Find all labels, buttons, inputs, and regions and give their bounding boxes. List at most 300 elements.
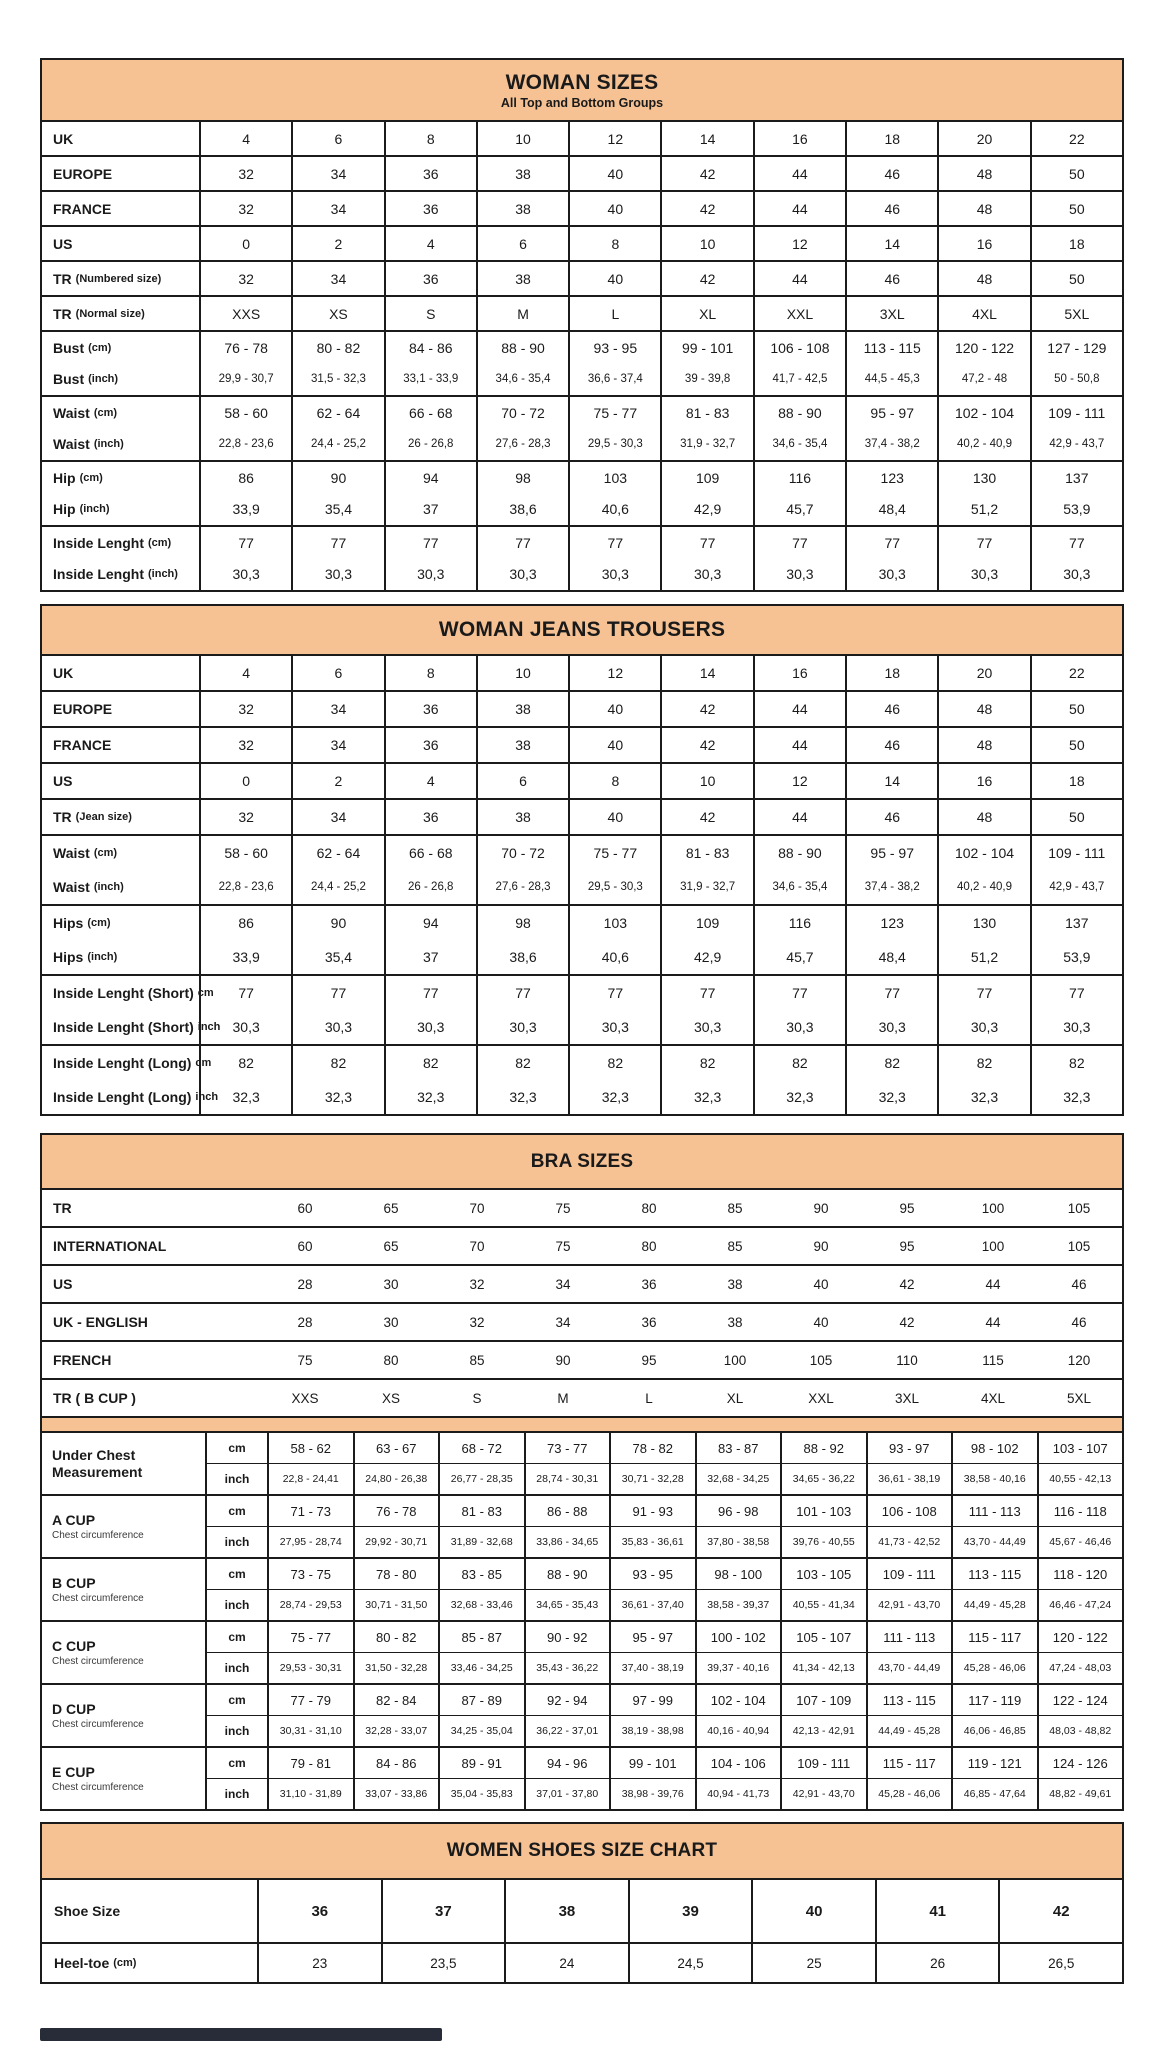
cell-value: 101 - 103 (780, 1496, 866, 1526)
cup-row-group (42, 1557, 1122, 1620)
value-cell (1030, 976, 1122, 1044)
cell-value: 36 (422, 737, 439, 753)
cell-value: 48,4 (878, 949, 906, 965)
value-cell (568, 157, 660, 190)
cell-value: 32 (238, 701, 254, 717)
cell-value: 75 - 77 (267, 1622, 353, 1652)
value-cell (753, 692, 845, 726)
table-title: WOMAN SIZES (505, 70, 659, 94)
value-cell (1030, 227, 1122, 260)
cell-value: 14 (884, 773, 901, 789)
value-cell (476, 764, 568, 798)
cup-label-cell (42, 1622, 205, 1683)
cell-value: 77 (238, 985, 254, 1001)
cell-value: 32 (238, 200, 254, 217)
cell-value: 36 (422, 809, 439, 825)
value-cell (753, 656, 845, 690)
cell-value: 38,98 - 39,76 (609, 1779, 695, 1809)
table-row (42, 690, 1122, 726)
cell-value: 45,7 (786, 501, 814, 518)
cup-sublabel: Chest circumference (52, 1718, 144, 1730)
cell-value: 24,4 - 25,2 (310, 438, 366, 451)
cell-value: 98 (515, 915, 531, 931)
value-cell (937, 297, 1029, 330)
value-cell (568, 332, 660, 395)
cell-value: 4XL (972, 305, 997, 322)
cell-value: 51,2 (970, 949, 999, 965)
value-cell (660, 297, 752, 330)
row-label-cell (42, 692, 199, 726)
cell-value: 35,4 (324, 501, 353, 518)
cell-value: 28,74 - 29,53 (267, 1590, 353, 1620)
cell-value: 109 (695, 915, 720, 931)
value-cell (845, 764, 937, 798)
cell-value: 109 - 111 (780, 1748, 866, 1778)
cup-label: B CUP (52, 1575, 96, 1592)
value-cell (845, 157, 937, 190)
cell-value: 32,3 (232, 1089, 260, 1105)
value-cell (384, 192, 476, 225)
row-label: Waist (cm) (53, 845, 118, 861)
value-cell (845, 976, 937, 1044)
value-cell (845, 1046, 937, 1114)
cup-label: C CUP (52, 1638, 96, 1655)
cell-value: 38 (515, 270, 531, 287)
cell-value: 18 (884, 665, 901, 681)
cell-value: 30,3 (1063, 1019, 1091, 1035)
cup-row (207, 1589, 1122, 1620)
cell-value: 113 - 115 (866, 1685, 952, 1715)
row-label-cell (42, 397, 199, 460)
cell-value: 18 (1069, 235, 1085, 252)
cell-value: 44,5 - 45,3 (864, 373, 920, 386)
row-label (42, 1880, 257, 1942)
cell-value: 32 (238, 809, 254, 825)
cell-value: 46,85 - 47,64 (951, 1779, 1037, 1809)
cell-value: XXL (786, 305, 814, 322)
row-label: Inside Lenght (Short) inch (53, 1019, 221, 1035)
cell-value: 38 (515, 809, 531, 825)
row-label: INTERNATIONAL (53, 1238, 167, 1254)
table-row (42, 155, 1122, 190)
cell-value: 82 (1069, 1055, 1085, 1071)
cup-row (207, 1685, 1122, 1715)
row-label-cell (42, 192, 199, 225)
value-cell (568, 192, 660, 225)
cell-value: 30 (383, 1314, 399, 1330)
cell-value: 70 - 72 (501, 845, 545, 861)
cell-value: 94 (422, 469, 439, 486)
value-cell (199, 227, 291, 260)
cell-value: 30,3 (324, 566, 353, 583)
cell-value: 79 - 81 (267, 1748, 353, 1778)
row-label: UK (53, 665, 74, 681)
cell-value: 82 (515, 1055, 531, 1071)
value-cell (753, 800, 845, 834)
value-cell (753, 297, 845, 330)
cup-label-cell (42, 1559, 205, 1620)
value-cell (199, 262, 291, 295)
value-cell (384, 297, 476, 330)
value-cell (384, 976, 476, 1044)
cell-value: 32 (469, 1276, 485, 1292)
cell-value: 39,76 - 40,55 (780, 1527, 866, 1557)
cell-value: 71 - 73 (267, 1496, 353, 1526)
cell-value: 62 - 64 (316, 404, 361, 421)
cell-value: 88 - 90 (501, 339, 545, 356)
row-label-cell (42, 262, 199, 295)
cell-value: 28 (297, 1314, 313, 1330)
unit-label: inch (224, 1598, 250, 1612)
cell-value: 34 (330, 701, 347, 717)
value-cell (384, 397, 476, 460)
value-cell (384, 800, 476, 834)
cell-value: 86 (238, 915, 254, 931)
cell-value: 95 - 97 (870, 404, 915, 421)
cell-value: 30 (383, 1276, 399, 1292)
cell-value: 77 (1069, 985, 1085, 1001)
cell-value: 82 (699, 1055, 716, 1071)
value-cell (1030, 728, 1122, 762)
cell-value: 37 (422, 949, 439, 965)
cell-value: 44,49 - 45,28 (951, 1590, 1037, 1620)
cell-value: 105 (809, 1352, 833, 1368)
value-cell (937, 692, 1029, 726)
cell-value: 44 (985, 1314, 1001, 1330)
value-cell (568, 297, 660, 330)
cell-value: 4 (426, 773, 435, 789)
row-label: TR (53, 1200, 72, 1216)
cell-value: 102 - 104 (695, 1685, 781, 1715)
cell-value: 32,28 - 33,07 (353, 1716, 439, 1746)
cell-value: 34,6 - 35,4 (495, 373, 551, 386)
cell-value: 96 - 98 (695, 1496, 781, 1526)
value-cell (1030, 262, 1122, 295)
cup-sublabel: Chest circumference (52, 1781, 144, 1793)
value-cell (845, 836, 937, 904)
value-cell (476, 800, 568, 834)
cell-value: 130 (972, 915, 997, 931)
cell-value: 88 - 92 (780, 1433, 866, 1463)
cell-value: 36 (422, 165, 439, 182)
cell-value: 75 (555, 1238, 571, 1254)
row-label: Hip (inch) (53, 501, 110, 518)
cell-value: 31,50 - 32,28 (353, 1653, 439, 1683)
cell-value: 116 (788, 915, 812, 931)
table-row (42, 762, 1122, 798)
cell-value: 78 - 82 (609, 1433, 695, 1463)
cell-value: 60 (297, 1200, 313, 1216)
cell-value: 31,9 - 32,7 (680, 881, 736, 893)
cell-value: 44 (792, 200, 808, 217)
value-cell (476, 527, 568, 590)
cup-label: E CUP (52, 1764, 95, 1781)
row-label: US (53, 1276, 73, 1292)
cell-value: 104 - 106 (695, 1748, 781, 1778)
value-cell (753, 728, 845, 762)
cell-value: 77 (422, 534, 439, 551)
row-label-cell (42, 728, 199, 762)
value-cell (476, 227, 568, 260)
cell-value: 77 (699, 985, 716, 1001)
cell-value: 28 (297, 1276, 313, 1292)
cell-value: 44 (792, 737, 808, 753)
cell-value: 29,92 - 30,71 (353, 1527, 439, 1557)
cell-value: 36,61 - 37,40 (609, 1590, 695, 1620)
cell-value: 105 - 107 (780, 1622, 866, 1652)
cell-value: 78 - 80 (353, 1559, 439, 1589)
value-cell (476, 122, 568, 155)
value-cell (753, 262, 845, 295)
cell-value: 60 (297, 1238, 313, 1254)
cell-value: 66 - 68 (408, 845, 453, 861)
cell-value: 5XL (1066, 1390, 1092, 1406)
value-cell (199, 800, 291, 834)
cell-value: 87 - 89 (438, 1685, 524, 1715)
value-cell (845, 906, 937, 974)
cell-value: 40 (607, 165, 624, 182)
cup-label-cell (42, 1496, 205, 1557)
cell-value: 44 (792, 809, 808, 825)
cell-value: 42,9 (694, 501, 722, 518)
cup-row (207, 1778, 1122, 1809)
cup-sublabel: Chest circumference (52, 1592, 144, 1604)
cup-row (207, 1463, 1122, 1494)
cell-value: 2 (334, 773, 343, 789)
cell-value: 93 - 97 (866, 1433, 952, 1463)
value-cell (291, 1046, 383, 1114)
cell-value: 93 - 95 (609, 1559, 695, 1589)
value-cell (384, 122, 476, 155)
cell-value: 88 - 90 (524, 1559, 610, 1589)
cell-value: 94 - 96 (524, 1748, 610, 1778)
value-cell (753, 836, 845, 904)
value-cell (291, 262, 383, 295)
value-cell (384, 262, 476, 295)
table-row (42, 798, 1122, 834)
cup-row-group (42, 1683, 1122, 1746)
table-row (42, 1226, 1122, 1264)
cell-value: 31,10 - 31,89 (267, 1779, 353, 1809)
value-cell (199, 906, 291, 974)
cell-value: 123 (880, 469, 904, 486)
cell-value: 44 (792, 701, 808, 717)
cell-value: 77 (976, 985, 993, 1001)
value-cell (660, 262, 752, 295)
cell-value: 99 - 101 (609, 1748, 695, 1778)
row-label: Hips (cm) (53, 915, 111, 931)
cell-value: 33,9 (232, 501, 260, 518)
cell-value: 20 (976, 665, 993, 681)
cell-value: 115 - 117 (866, 1748, 952, 1778)
cell-value: 40,94 - 41,73 (695, 1779, 781, 1809)
cell-value: 36 (422, 200, 439, 217)
cell-value: 42 (899, 1314, 915, 1330)
cell-value: 38,58 - 40,16 (951, 1464, 1037, 1494)
cell-value: M (557, 1390, 569, 1406)
cell-value: 100 - 102 (695, 1622, 781, 1652)
cell-value: 77 (699, 534, 716, 551)
cell-value: 40,55 - 41,34 (780, 1590, 866, 1620)
cell-value: 58 - 62 (267, 1433, 353, 1463)
cell-value: 41,34 - 42,13 (780, 1653, 866, 1683)
cell-value: 93 - 95 (593, 339, 638, 356)
cell-value: 12 (607, 665, 624, 681)
cup-label-cell (42, 1433, 205, 1494)
cup-label-cell (42, 1685, 205, 1746)
cell-value: 90 - 92 (524, 1622, 610, 1652)
cell-value: 40 (607, 737, 624, 753)
cell-value: 40 (607, 200, 624, 217)
cell-value: 36,22 - 37,01 (524, 1716, 610, 1746)
jeans-trousers-header (42, 606, 1122, 656)
unit-label: cm (228, 1567, 246, 1581)
cell-value: 40,55 - 42,13 (1037, 1464, 1123, 1494)
value-cell (937, 397, 1029, 460)
value-cell (384, 692, 476, 726)
cell-value: 30,31 - 31,10 (267, 1716, 353, 1746)
cell-value: 24,5 (628, 1944, 752, 1982)
row-label: Waist (inch) (53, 436, 124, 453)
value-cell (1030, 527, 1122, 590)
cell-value: 65 (383, 1238, 399, 1254)
table-row (42, 1880, 1122, 1942)
cell-value: 23 (257, 1944, 381, 1982)
cell-value: 80 - 82 (316, 339, 361, 356)
cell-value: 116 (788, 469, 812, 486)
cell-value: 30,3 (601, 566, 629, 583)
cell-value: 33,9 (232, 949, 260, 965)
cell-value: 26,5 (998, 1944, 1122, 1982)
table-title: WOMEN SHOES SIZE CHART (446, 1840, 718, 1861)
cell-value: 42,9 (694, 949, 722, 965)
value-cell (1030, 332, 1122, 395)
value-cell (1030, 1046, 1122, 1114)
table-title: BRA SIZES (530, 1150, 634, 1172)
cup-row (207, 1433, 1122, 1463)
cell-value: 70 (469, 1200, 485, 1216)
value-cell (199, 122, 291, 155)
cell-value: 40 (607, 270, 624, 287)
value-cell (291, 728, 383, 762)
value-cell (1030, 656, 1122, 690)
cup-rows (205, 1559, 1122, 1620)
cell-value: 77 (515, 985, 531, 1001)
cell-value: 92 - 94 (524, 1685, 610, 1715)
row-label: TR (Normal size) (53, 305, 145, 322)
value-cell (660, 122, 752, 155)
cell-value: XL (699, 305, 717, 322)
value-cell (384, 157, 476, 190)
value-cell (568, 836, 660, 904)
value-cell (937, 192, 1029, 225)
cell-value: 32,3 (694, 1089, 722, 1105)
cell-value: 89 - 91 (438, 1748, 524, 1778)
cell-value: 86 - 88 (524, 1496, 610, 1526)
row-label-cell (42, 1046, 219, 1114)
value-cell (753, 227, 845, 260)
cell-value: 33,07 - 33,86 (353, 1779, 439, 1809)
value-cell (384, 656, 476, 690)
cell-value: 30,3 (417, 1019, 445, 1035)
value-cell (199, 976, 291, 1044)
cell-value: 44 (792, 270, 808, 287)
cell-value: 77 (238, 534, 254, 551)
row-label: Bust (cm) (53, 339, 112, 356)
value-cell (291, 122, 383, 155)
cell-value: 4 (426, 235, 435, 252)
cell-value: 100 (981, 1238, 1005, 1254)
value-cell (384, 332, 476, 395)
cell-value: 85 (727, 1200, 743, 1216)
value-cell (660, 836, 752, 904)
cell-value: 27,95 - 28,74 (267, 1527, 353, 1557)
value-cell (476, 462, 568, 525)
cell-value: 40 (607, 809, 624, 825)
cell-value: 50 (1069, 270, 1085, 287)
cup-rows (205, 1748, 1122, 1809)
table-row (42, 656, 1122, 690)
cell-value: 98 (515, 469, 531, 486)
cell-value: 46 (1071, 1314, 1087, 1330)
value-cell (199, 297, 291, 330)
cell-value: 33,46 - 34,25 (438, 1653, 524, 1683)
cell-value: 103 - 107 (1037, 1433, 1123, 1463)
value-cell (384, 1046, 476, 1114)
cell-value: 29,53 - 30,31 (267, 1653, 353, 1683)
table-row (42, 974, 1122, 1044)
cell-value: 46 (884, 200, 901, 217)
cell-value: 22,8 - 23,6 (218, 438, 274, 451)
cell-value: 47,24 - 48,03 (1037, 1653, 1123, 1683)
cell-value: 16 (792, 130, 808, 147)
cell-value: 82 (792, 1055, 808, 1071)
value-cell (476, 976, 568, 1044)
cell-value: L (611, 305, 620, 322)
value-cell (660, 764, 752, 798)
cell-value: 30,3 (786, 1019, 814, 1035)
cell-value: 33,1 - 33,9 (403, 373, 459, 386)
cell-value: 34,6 - 35,4 (772, 881, 828, 893)
bra-sizes-table (40, 1133, 1124, 1811)
cup-row-group (42, 1746, 1122, 1809)
row-label: Hips (inch) (53, 949, 118, 965)
value-cell (937, 728, 1029, 762)
cell-value: 77 - 79 (267, 1685, 353, 1715)
value-cell (568, 692, 660, 726)
cell-value: 117 - 119 (951, 1685, 1037, 1715)
cell-value: 102 - 104 (954, 845, 1015, 861)
cell-value: 124 - 126 (1037, 1748, 1123, 1778)
cell-value: 109 (695, 469, 720, 486)
value-cell (568, 656, 660, 690)
cell-value: 46 (1071, 1276, 1087, 1292)
cell-value: 39 - 39,8 (684, 373, 731, 386)
value-cell (937, 122, 1029, 155)
cell-value: 36 (641, 1314, 657, 1330)
value-cell (568, 764, 660, 798)
value-cell (660, 227, 752, 260)
cell-value: 44 (792, 165, 808, 182)
cell-value: 4 (242, 130, 251, 147)
cell-value: 12 (792, 773, 808, 789)
cell-value: 37,4 - 38,2 (864, 881, 920, 893)
cell-value: 46 (884, 809, 901, 825)
row-label: Heel-toe (cm) (54, 1955, 137, 1971)
cup-row-group (42, 1433, 1122, 1494)
cell-value: 3XL (894, 1390, 920, 1406)
cell-value: 14 (884, 235, 901, 252)
